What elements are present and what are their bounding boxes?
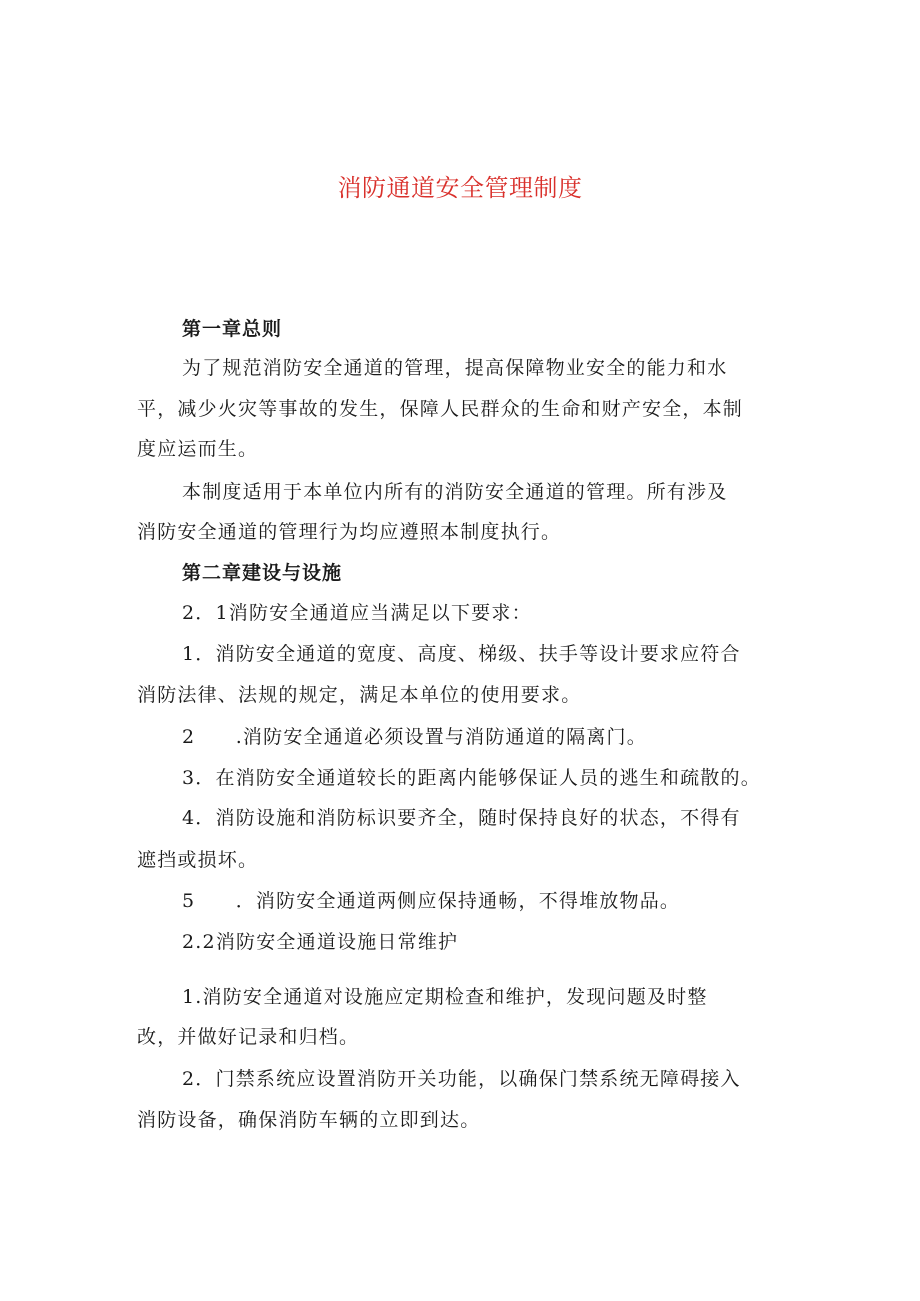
- maint-item-2: 2．门禁系统应设置消防开关功能，以确保门禁系统无障碍接入: [182, 1068, 741, 1090]
- chapter2-heading: 第二章建设与设施: [182, 562, 343, 584]
- paragraph-line: 平，减少火灾等事故的发生，保障人民群众的生命和财产安全，本制: [137, 398, 744, 420]
- paragraph-line: 度应运而生。: [137, 438, 259, 460]
- list-item-1-cont: 消防法律、法规的规定，满足本单位的使用要求。: [137, 684, 582, 706]
- maint-item-2-cont: 消防设备，确保消防车辆的立即到达。: [137, 1109, 481, 1131]
- section-2-1: 2．1消防安全通道应当满足以下要求：: [182, 602, 532, 624]
- section-2-2: 2.2消防安全通道设施日常维护: [182, 931, 459, 953]
- list-item-4-cont: 遮挡或损坏。: [137, 849, 259, 871]
- list-item-4: 4．消防设施和消防标识要齐全，随时保持良好的状态，不得有: [182, 807, 741, 829]
- chapter1-heading: 第一章总则: [182, 318, 283, 340]
- maint-item-1-cont: 改，并做好记录和归档。: [137, 1026, 360, 1048]
- list-item-3: 3．在消防安全通道较长的距离内能够保证人员的逃生和疏散的。: [182, 767, 761, 789]
- document-title: 消防通道安全管理制度: [337, 174, 583, 202]
- maint-item-1: 1.消防安全通道对设施应定期检查和维护，发现问题及时整: [182, 986, 708, 1008]
- paragraph-line: 为了规范消防安全通道的管理，提高保障物业安全的能力和水: [182, 357, 728, 379]
- list-item-5: 5 ．消防安全通道两侧应保持通畅，不得堆放物品。: [182, 890, 681, 912]
- list-item-2: 2 .消防安全通道必须设置与消防通道的隔离门。: [182, 726, 647, 748]
- list-item-1: 1．消防安全通道的宽度、高度、梯级、扶手等设计要求应符合: [182, 643, 741, 665]
- paragraph-line: 本制度适用于本单位内所有的消防安全通道的管理。所有涉及: [182, 481, 728, 503]
- paragraph-line: 消防安全通道的管理行为均应遵照本制度执行。: [137, 521, 562, 543]
